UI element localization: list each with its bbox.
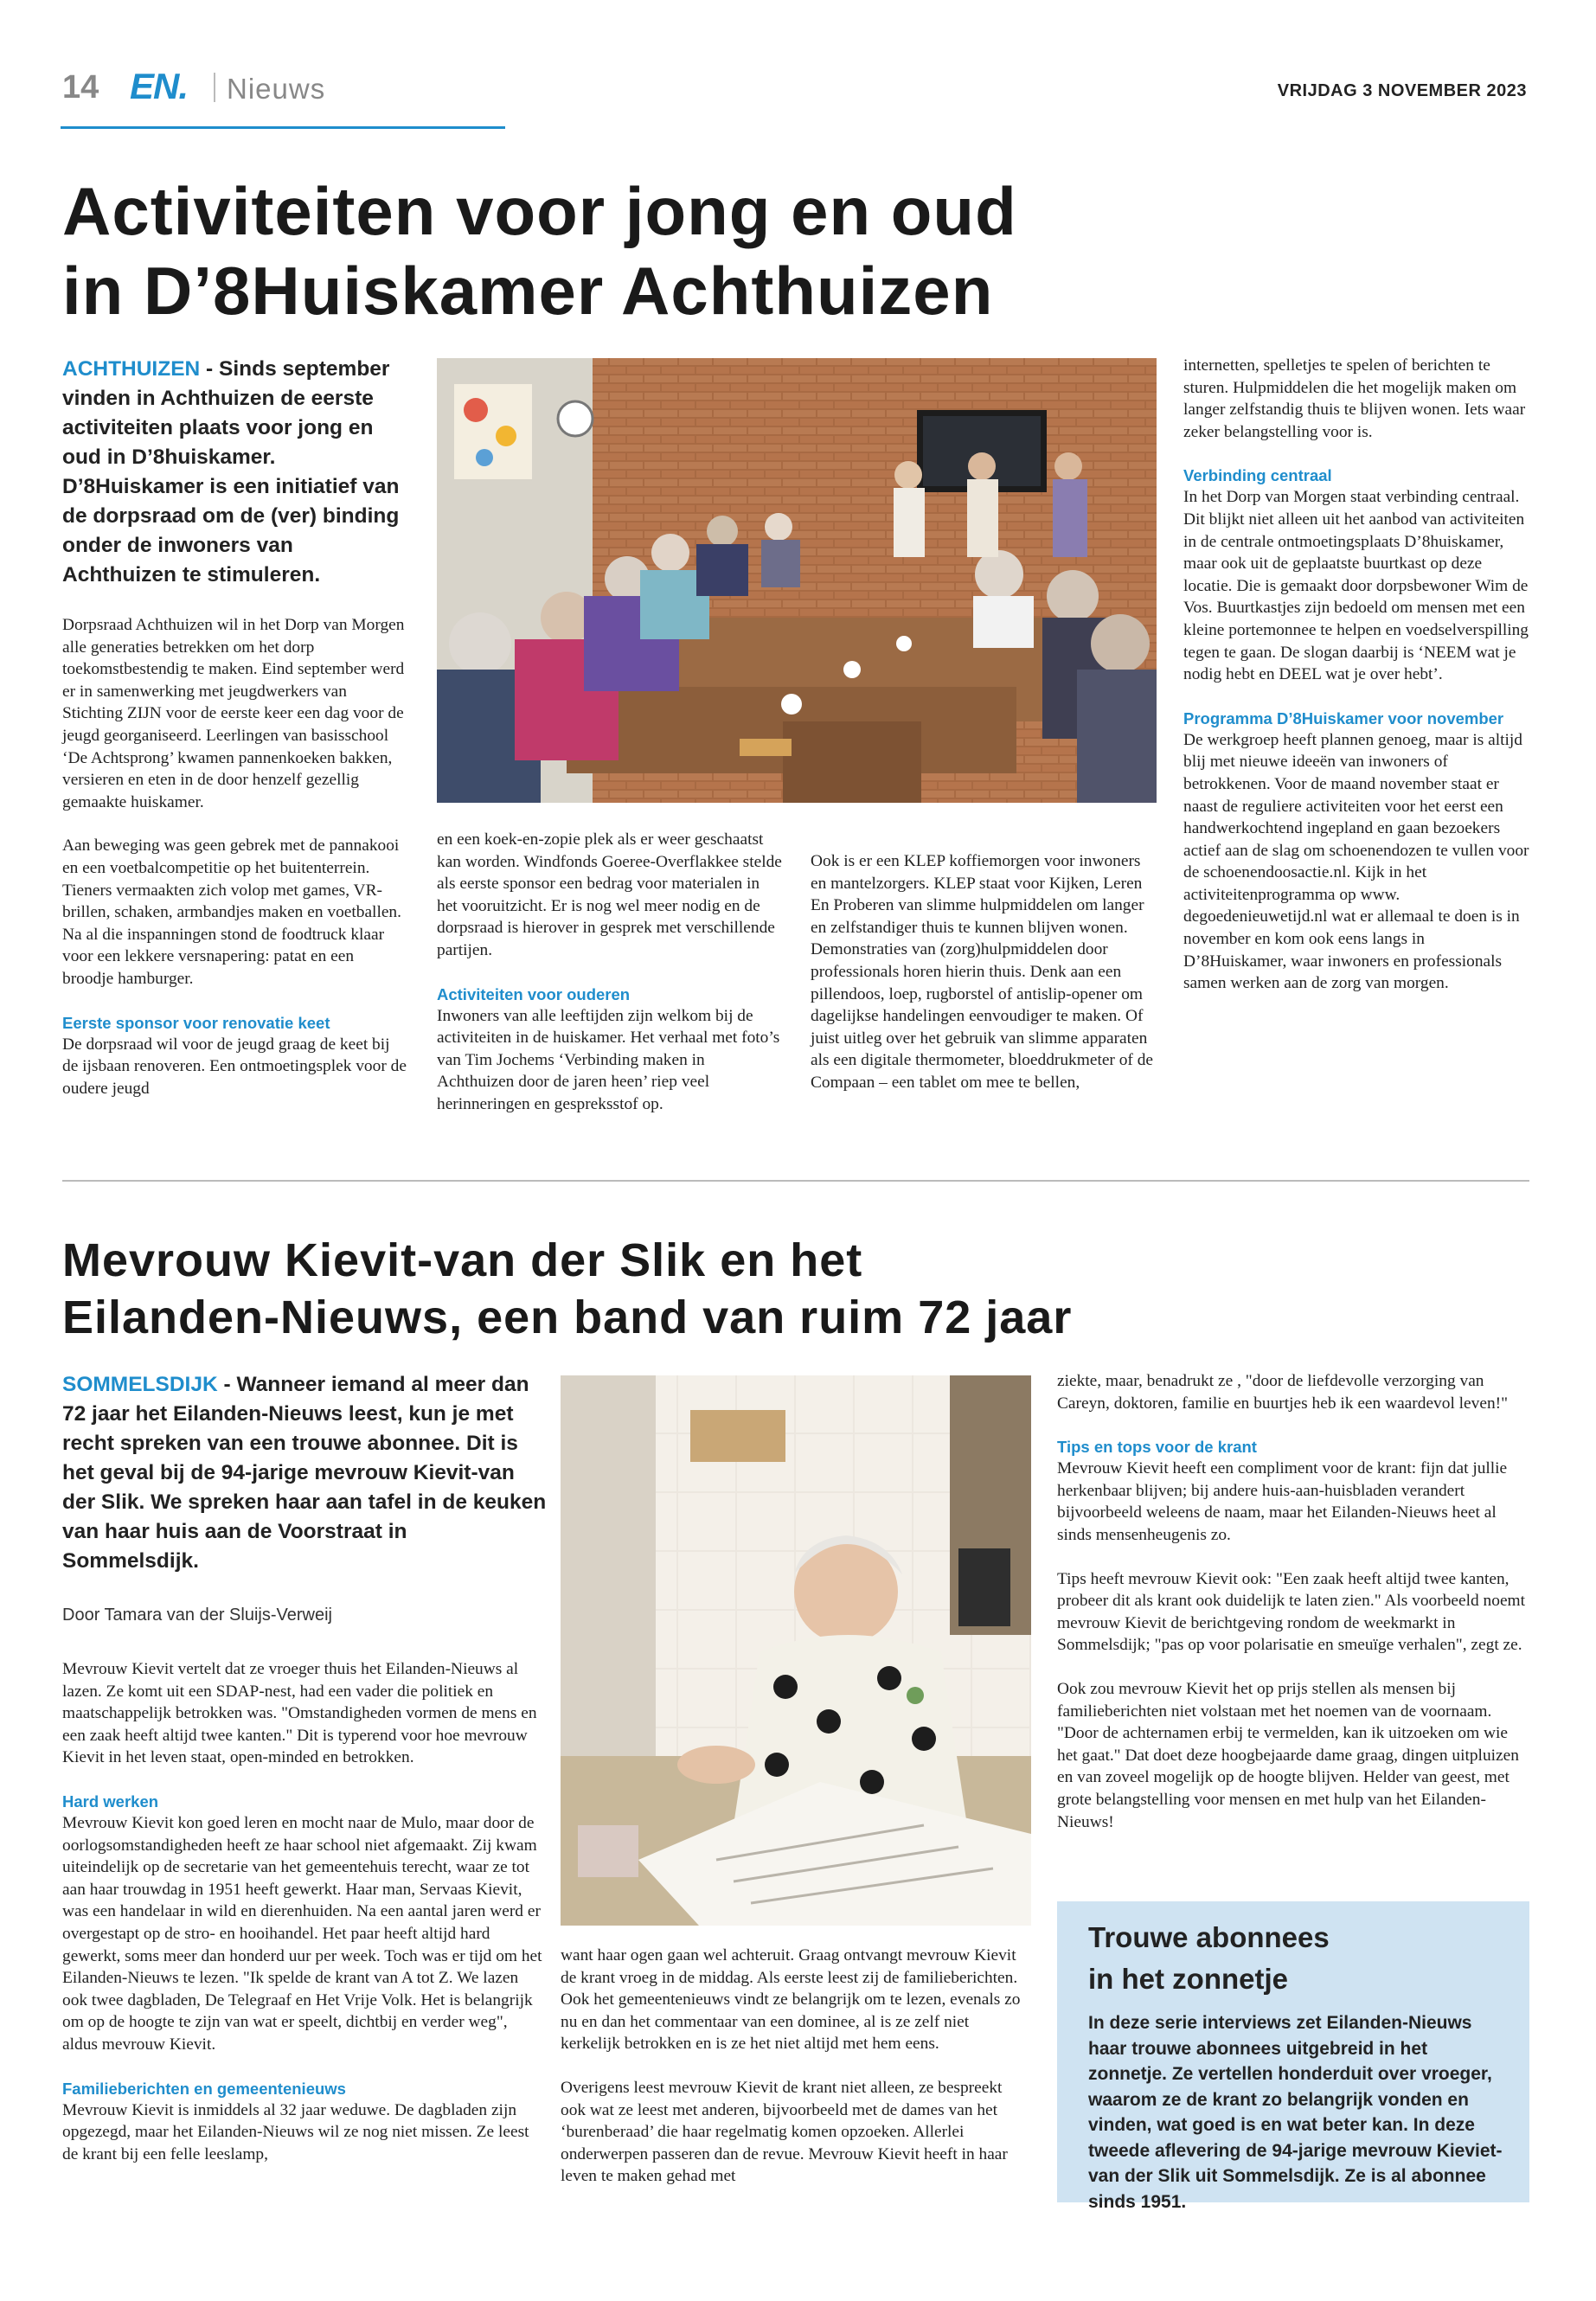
byline: Door Tamara van der Sluijs-Verweij	[62, 1606, 332, 1625]
subheading: Hard werken	[62, 1791, 159, 1811]
article2-lead-location: SOMMELSDIJK	[62, 1373, 218, 1396]
article1-column-4	[1183, 355, 1529, 1016]
paragraph: Mevrouw Kievit is inmiddels al 32 jaar weduwe. De dagbladen zijn opgezegd, maar het Eilanden-Nieuws wil ze nog niet missen. Ze leest de krant bij een felle leeslamp,	[62, 2100, 529, 2163]
info-box-title-line1: Trouwe abonnees	[1088, 1921, 1330, 1953]
article1-column-3	[811, 850, 1157, 1116]
article2-column-3	[1057, 1370, 1529, 1855]
paragraph: Aan beweging was geen gebrek met de pannakooi en een voetbalcompetitie op het buitenterrein. Tieners vermaakten zich volop met games, VR-brillen, schaken, armbandjes maken en voetballen. Na al die inspanningen stond de foodtruck klaar voor een lekkere versnapering: patat en een broodje hamburger.	[62, 836, 401, 988]
info-box-title	[1088, 1917, 1503, 2000]
paragraph: Mevrouw Kievit heeft een compliment voor de krant: fijn dat jullie herkenbaar blijven; bij andere huis-aan-huisbladen verandert bijvoorbeeld weleens de naam, maar het Eilanden-Nieuws heet al sinds mensenheugenis zo.	[1057, 1459, 1508, 1544]
paragraph: Tips heeft mevrouw Kievit ook: "Een zaak heeft altijd twee kanten, probeer dit als krant ook duidelijk te laten zien." Als voorbeeld noemt mevrouw Kievit de berichtgeving rondom de weekmarkt in Sommelsdijk; "pas op voor polarisatie en smeuïge verhalen", zegt ze.	[1057, 1569, 1526, 1655]
subheading: Tips en tops voor de krant	[1057, 1438, 1257, 1457]
article2-title-line1: Mevrouw Kievit-van der Slik en het	[62, 1234, 863, 1286]
info-box	[1057, 1901, 1529, 2212]
paragraph: Inwoners van alle leeftijden zijn welkom bij de activiteiten in de huiskamer. Het verhaal met foto’s van Tim Jochems ‘Verbinding maken in Achthuizen door de jaren heen’ riep veel herinneringen en gespreksstof op.	[437, 1006, 780, 1113]
logo: EN.	[130, 66, 189, 106]
article1-title-line1: Activiteiten voor jong en oud	[62, 173, 1017, 249]
subheading: Activiteiten voor ouderen	[437, 984, 631, 1003]
section-label: Nieuws	[227, 73, 326, 105]
header-separator	[214, 73, 215, 102]
paragraph: internetten, spelletjes te spelen of berichten te sturen. Hulpmiddelen die het mogelijk maken om langer zelfstandig thuis te blijven wonen. Iets waar zeker belangstelling voor is.	[1183, 356, 1526, 441]
header-rule	[61, 126, 505, 129]
subheading: Familieberichten en gemeentenieuws	[62, 2079, 346, 2098]
paragraph: Overigens leest mevrouw Kievit de krant niet alleen, ze bespreekt ook wat ze leest met anderen, bijvoorbeeld met de dames van het ‘burenberaad’ die haar regelmatig komen opzoeken. Allerlei onderwerpen passeren dan de revue. Mevrouw Kievit heeft in haar leven te maken gehad met	[561, 2078, 1008, 2186]
issue-date: VRIJDAG 3 NOVEMBER 2023	[1277, 81, 1527, 100]
reader-photo	[561, 1375, 1031, 1926]
paragraph: ziekte, maar, benadrukt ze , "door de liefdevolle verzorging van Careyn, doktoren, familie en buurtjes heb ik een waardevol leven!"	[1057, 1372, 1509, 1413]
info-box-title-line2: in het zonnetje	[1088, 1963, 1288, 1995]
article1-lead-location: ACHTHUIZEN	[62, 357, 201, 381]
info-box-text: In deze serie interviews zet Eilanden-Nieuws haar trouwe abonnees uitgebreid in het zonnetje. Ze vertellen honderduit over vroeger, waarom ze de krant zo belangrijk vonden en vinden, wat goed is en wat beter kan. In deze tweede aflevering de 94-jarige mevrouw Kieviet-van der Slik uit Sommelsdijk. Ze is al abonnee sinds 1951.	[1088, 2013, 1503, 2212]
paragraph: Ook zou mevrouw Kievit het op prijs stellen als mensen bij familieberichten niet volstaan met het noemen van de voornaam. "Door de achternamen erbij te vermelden, kan ik uitzoeken om wie het gaat." Dat doet deze hoogbejaarde dame graag, dingen uitpluizen en van zoveel mogelijk op de hoogte blijven. Helder van geest, met grote belangstelling voor mensen en met hulp van het Eilanden-Nieuws!	[1057, 1679, 1519, 1831]
article1-column-1	[62, 614, 408, 1121]
article2-title-line2: Eilanden-Nieuws, een band van ruim 72 jaar	[62, 1292, 1073, 1343]
article2-lead-text: - Wanneer iemand al meer dan 72 jaar het Eilanden-Nieuws leest, kun je met recht spreken van een trouwe abonnee. Dit is het geval bij de 94-jarige mevrouw Kievit-van der Slik. We spreken haar aan tafel in de keuken van haar huis aan de Voorstraat in Sommelsdijk.	[62, 1373, 547, 1573]
paragraph: In het Dorp van Morgen staat verbinding centraal. Dit blijkt niet alleen uit het aanbod van activiteiten in de centrale ontmoetingsplaats D’8huiskamer, maar ook uit de geplaatste buurtkast op deze locatie. Die is gemaakt door dorpsbewoner Wim de Vos. Buurtkastjes zijn bedoeld om mensen met een kleine portemonnee te helpen en voedselverspilling tegen te gaan. De slogan daarbij is ‘NEEM wat je nodig hebt en DEEL wat je over hebt’.	[1183, 488, 1529, 684]
paragraph: De dorpsraad wil voor de jeugd graag de keet bij de ijsbaan renoveren. Een ontmoetingsplek voor de oudere jeugd	[62, 1035, 407, 1098]
article1-lead-text: - Sinds september vinden in Achthuizen de eerste activiteiten plaats voor jong en oud in D’8huiskamer. D’8Huiskamer is een initiatief van de dorpsraad om de (ver) binding onder de inwoners van Achthuizen te stimuleren.	[62, 357, 400, 586]
paragraph: en een koek-en-zopie plek als er weer geschaatst kan worden. Windfonds Goeree-Overflakkee stelde als eerste sponsor een bedrag voor materialen in het vooruitzicht. Er is nog wel meer nodig en de dorpsraad is hierover in gesprek met verschillende partijen.	[437, 830, 782, 959]
article1-lead	[62, 355, 408, 590]
article2-column-2	[561, 1945, 1031, 2209]
page-number: 14	[62, 69, 99, 106]
paragraph: Ook is er een KLEP koffiemorgen voor inwoners en mantelzorgers. KLEP staat voor Kijken, Leren En Proberen van slimme hulpmiddelen om langer en zelfstandiger thuis te kunnen blijven wonen. Demonstraties van (zorg)hulpmiddelen door professionals horen hierin thuis. Denk aan een pillendoos, loep, rugborstel of antislip-opener om dagelijkse handelingen eenvoudiger te maken. Of juist uitleg over het gebruik van slimme apparaten als een digitale thermometer, bloeddrukmeter of de Compaan – een tablet om mee te bellen,	[811, 852, 1154, 1092]
article2-lead	[62, 1370, 547, 1576]
subheading: Programma D’8Huiskamer voor november	[1183, 708, 1504, 727]
article1-column-2	[437, 829, 783, 1138]
paragraph: want haar ogen gaan wel achteruit. Graag ontvangt mevrouw Kievit de krant vroeg in de middag. Als eerste leest zij de familieberichten. Ook het gemeentenieuws vindt ze belangrijk om te lezen, evenals zo nu en dan het commentaar van een dominee, al is ze zelf niet kerkelijk betrokken en is ze het niet altijd met hem eens.	[561, 1946, 1021, 2054]
paragraph: Mevrouw Kievit kon goed leren en mocht naar de Mulo, maar door de oorlogsomstandigheden heeft ze haar school niet afgemaakt. Zij kwam uiteindelijk op de secretarie van het gemeentehuis terecht, waar ze tot aan haar trouwdag in 1951 heeft gewerkt. Haar man, Servaas Kievit, was een handelaar in wild en dierenhuiden. Na een aantal jaren werd er overgestapt op de stro- en hooihandel. Het paar heeft altijd hard gewerkt, soms meer dan honderd uur per week. Toch was er tijd om het Eilanden-Nieuws te lezen. "Ik spelde de krant van A tot Z. We lazen ook twee dagbladen, De Telegraaf en Het Vrije Volk. Het is belangrijk om op de hoogte te zijn van wat er speelt, dichtbij en verder weg", aldus mevrouw Kievit.	[62, 1813, 542, 2054]
paragraph: De werkgroep heeft plannen genoeg, maar is altijd blij met nieuwe ideeën van inwoners of betrokkenen. Voor de maand november staat er naast de reguliere activiteiten voor het eerst een handwerkochtend ingepland en gaan bezoekers actief aan de slag om schoenendozen te vullen voor de schoenendoosactie.nl. Kijk in het activiteitenprogramma op www. degoedenieuwetijd.nl wat er allemaal te doen is in november en kom ook eens langs in D’8Huiskamer, waar inwoners en professionals samen werken aan de zorg van morgen.	[1183, 730, 1529, 993]
subheading: Verbinding centraal	[1183, 466, 1332, 485]
subheading: Eerste sponsor voor renovatie keet	[62, 1013, 330, 1032]
article-divider	[62, 1180, 1529, 1182]
article1-title-line2: in D’8Huiskamer Achthuizen	[62, 253, 994, 329]
article2-column-1	[62, 1658, 547, 2187]
community-room-photo	[437, 358, 1157, 803]
paragraph: Mevrouw Kievit vertelt dat ze vroeger thuis het Eilanden-Nieuws al lazen. Ze komt uit een SDAP-nest, had een vader die politiek en maatschappelijk betrokken was. "Omstandigheden vormen de mens en een zaak heeft altijd twee kanten." Dit is typerend voor hoe mevrouw Kievit in het leven staat, open-minded en betrokken.	[62, 1660, 537, 1767]
paragraph: Dorpsraad Achthuizen wil in het Dorp van Morgen alle generaties betrekken om het dorp toekomstbestendig te maken. Eind september werd er in samenwerking met jeugdwerkers van Stichting ZIJN voor de eerste keer een dag voor de jeugd georganiseerd. Leerlingen van basisschool ‘De Achtsprong’ kwamen pannenkoeken bakken, versieren en eten in de door henzelf gezellig gemaakte huiskamer.	[62, 616, 405, 811]
